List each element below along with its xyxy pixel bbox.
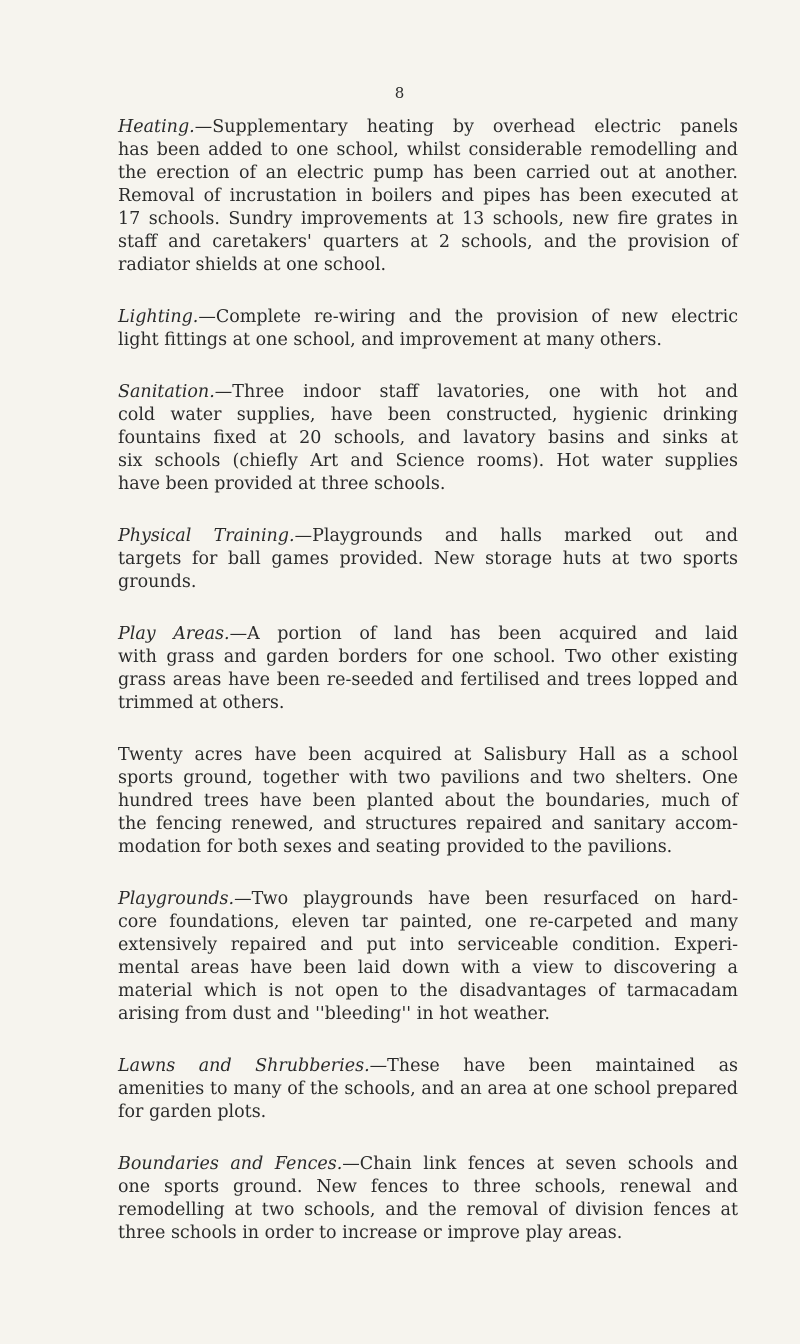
line-text: have been provided at three schools. xyxy=(118,474,446,494)
line-text: —Chain link fences at seven schools and xyxy=(342,1154,738,1174)
text-line xyxy=(118,669,738,692)
line-text: staff and caretakers' quarters at 2 schools, and the provision of xyxy=(118,232,738,252)
line-text: extensively repaired and put into serviceable condition. Experi- xyxy=(118,935,738,955)
text-line xyxy=(118,1199,738,1222)
line-text: Twenty acres have been acquired at Salisbury Hall as a school xyxy=(118,745,738,765)
line-text: trimmed at others. xyxy=(118,693,285,713)
line-text: has been added to one school, whilst considerable remodelling and xyxy=(118,140,738,160)
line-text: grass areas have been re-seeded and fertilised and trees lopped and xyxy=(118,670,738,690)
paragraph xyxy=(118,381,738,496)
line-text: modation for both sexes and seating provided to the pavilions. xyxy=(118,837,673,857)
text-line xyxy=(118,208,738,231)
paragraph xyxy=(118,116,738,277)
text-line xyxy=(118,744,738,767)
text-line xyxy=(118,1101,738,1124)
text-line xyxy=(118,957,738,980)
text-line xyxy=(118,767,738,790)
text-line xyxy=(118,185,738,208)
text-line xyxy=(118,231,738,254)
line-text: amenities to many of the schools, and an area at one school prepared xyxy=(118,1079,738,1099)
text-line xyxy=(118,548,738,571)
line-text: cold water supplies, have been constructed, hygienic drinking xyxy=(118,405,738,425)
line-text: radiator shields at one school. xyxy=(118,255,387,275)
paragraph xyxy=(118,1153,738,1245)
paragraph xyxy=(118,525,738,594)
paragraph-heading: Lighting. xyxy=(118,307,199,327)
line-text: sports ground, together with two pavilions and two shelters. One xyxy=(118,768,738,788)
text-line xyxy=(118,427,738,450)
text-line xyxy=(118,980,738,1003)
paragraph xyxy=(118,1055,738,1124)
line-text: one sports ground. New fences to three schools, renewal and xyxy=(118,1177,738,1197)
text-line xyxy=(118,329,738,352)
text-line xyxy=(118,1055,738,1078)
text-line xyxy=(118,306,738,329)
text-line xyxy=(118,1078,738,1101)
line-text: six schools (chiefly Art and Science rooms). Hot water supplies xyxy=(118,451,738,471)
line-text: the fencing renewed, and structures repaired and sanitary accom- xyxy=(118,814,738,834)
paragraph-heading: Play Areas. xyxy=(118,624,230,644)
paragraph-heading: Heating. xyxy=(118,117,195,137)
text-line xyxy=(118,525,738,548)
paragraph-heading: Lawns and Shrubberies. xyxy=(118,1056,370,1076)
text-line xyxy=(118,813,738,836)
text-line xyxy=(118,254,738,277)
text-line xyxy=(118,623,738,646)
line-text: targets for ball games provided. New storage huts at two sports xyxy=(118,549,738,569)
text-line xyxy=(118,162,738,185)
line-text: hundred trees have been planted about the boundaries, much of xyxy=(118,791,738,811)
line-text: for garden plots. xyxy=(118,1102,267,1122)
paragraph xyxy=(118,306,738,352)
text-line xyxy=(118,450,738,473)
line-text: material which is not open to the disadvantages of tarmacadam xyxy=(118,981,738,1001)
text-line xyxy=(118,836,738,859)
line-text: —Two playgrounds have been resurfaced on hard- xyxy=(234,889,738,909)
line-text: —A portion of land has been acquired and laid xyxy=(229,624,738,644)
text-line xyxy=(118,571,738,594)
line-text: —Supplementary heating by overhead electric panels xyxy=(194,117,738,137)
line-text: —Three indoor staff lavatories, one with hot and xyxy=(214,382,738,402)
line-text: core foundations, eleven tar painted, one re-carpeted and many xyxy=(118,912,738,932)
text-line xyxy=(118,934,738,957)
text-line xyxy=(118,473,738,496)
line-text: light fittings at one school, and improvement at many others. xyxy=(118,330,662,350)
paragraph-heading: Boundaries and Fences. xyxy=(118,1154,343,1174)
text-line xyxy=(118,116,738,139)
line-text: —These have been maintained as xyxy=(369,1056,738,1076)
line-text: arising from dust and ''bleeding'' in hot weather. xyxy=(118,1004,550,1024)
text-line xyxy=(118,381,738,404)
paragraph-heading: Playgrounds. xyxy=(118,889,235,909)
text-line xyxy=(118,888,738,911)
text-line xyxy=(118,1003,738,1026)
paragraph xyxy=(118,623,738,715)
paragraph xyxy=(118,744,738,859)
text-line xyxy=(118,1153,738,1176)
paragraph xyxy=(118,888,738,1026)
text-line xyxy=(118,911,738,934)
line-text: the erection of an electric pump has been carried out at another. xyxy=(118,163,738,183)
line-text: with grass and garden borders for one school. Two other existing xyxy=(118,647,738,667)
line-text: Removal of incrustation in boilers and pipes has been executed at xyxy=(118,186,738,206)
text-line xyxy=(118,646,738,669)
document-body xyxy=(118,116,738,1274)
line-text: 17 schools. Sundry improvements at 13 schools, new fire grates in xyxy=(118,209,738,229)
line-text: three schools in order to increase or improve play areas. xyxy=(118,1223,623,1243)
paragraph-heading: Physical Training. xyxy=(118,526,295,546)
line-text: —Playgrounds and halls marked out and xyxy=(294,526,738,546)
text-line xyxy=(118,1176,738,1199)
line-text: grounds. xyxy=(118,572,197,592)
line-text: —Complete re-wiring and the provision of new electric xyxy=(198,307,738,327)
line-text: mental areas have been laid down with a view to discovering a xyxy=(118,958,738,978)
text-line xyxy=(118,139,738,162)
paragraph-heading: Sanitation. xyxy=(118,382,215,402)
line-text: remodelling at two schools, and the removal of division fences at xyxy=(118,1200,738,1220)
text-line xyxy=(118,404,738,427)
text-line xyxy=(118,790,738,813)
line-text: fountains fixed at 20 schools, and lavatory basins and sinks at xyxy=(118,428,738,448)
text-line xyxy=(118,1222,738,1245)
text-line xyxy=(118,692,738,715)
page-number: 8 xyxy=(394,84,406,102)
